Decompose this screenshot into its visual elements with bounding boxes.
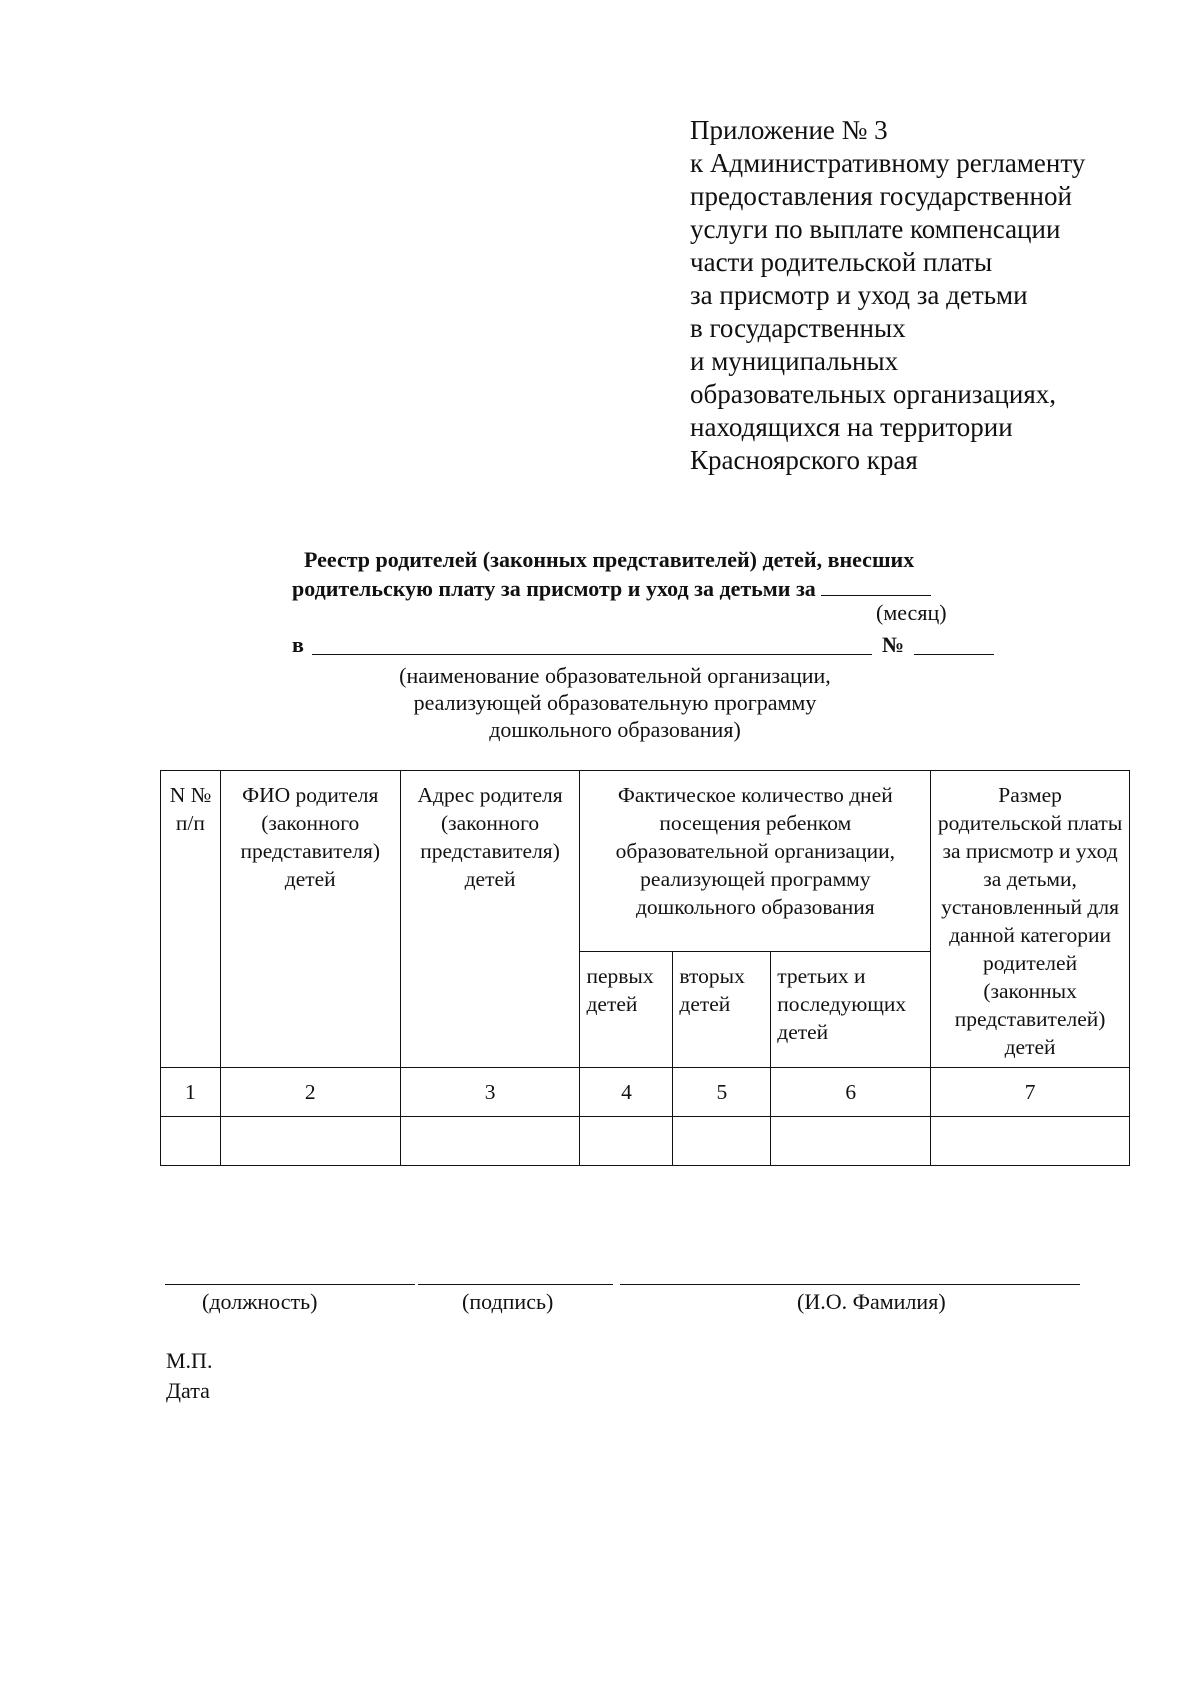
month-blank-line[interactable] [821,575,931,596]
appendix-line: находящихся на территории [690,412,1013,442]
name-caption: (И.О. Фамилия) [797,1289,946,1314]
header-fio: ФИО родителя (законного представителя) детей [220,771,400,1068]
appendix-line: части родительской платы [690,247,993,277]
table-header-row [161,771,1130,952]
org-caption-line: реализующей образовательную программу [413,690,817,715]
column-number: 4 [580,1068,673,1117]
empty-cell[interactable] [220,1117,400,1166]
empty-cell[interactable] [931,1117,1130,1166]
column-number-row [161,1068,1130,1117]
column-number: 6 [771,1068,931,1117]
empty-cell[interactable] [771,1117,931,1166]
appendix-line: образовательных организациях, [690,379,1056,409]
appendix-line: услуги по выплате компенсации [690,214,1061,244]
column-number: 3 [400,1068,580,1117]
header-fee: Размер родительской платы за присмотр и уход за детьми, установленный для данной категории родителей (законных представителей) детей [931,771,1130,1068]
number-blank-line[interactable] [914,654,994,655]
header-days: Фактическое количество дней посещения ребенком образовательной организации, реализующей программу дошкольного образования [580,771,931,952]
org-caption-line: (наименование образовательной организации, [399,663,831,688]
month-caption: (месяц) [876,600,947,625]
organization-line [292,632,1012,662]
position-caption: (должность) [202,1289,318,1314]
empty-cell[interactable] [400,1117,580,1166]
number-label: № [882,632,905,657]
appendix-line: предоставления государственной [690,181,1072,211]
name-signature-line[interactable] [620,1284,1080,1285]
org-caption-line: дошкольного образования) [489,717,741,742]
empty-cell[interactable] [161,1117,221,1166]
table-row [161,1117,1130,1166]
header-days-first: первых детей [580,951,673,1067]
appendix-line: в государственных [690,313,906,343]
header-num: N № п/п [161,771,221,1068]
appendix-line: Приложение № 3 [690,115,888,145]
date-label: Дата [166,1378,210,1403]
organization-blank-line[interactable] [312,654,872,655]
stamp-label: М.П. [166,1348,213,1373]
header-address: Адрес родителя (законного представителя) детей [400,771,580,1068]
appendix-heading [690,114,1150,477]
column-number: 1 [161,1068,221,1117]
header-days-second: вторых детей [673,951,771,1067]
registry-title-line1: Реестр родителей (законных представителей) детей, внесших [304,547,915,572]
registry-title-line2: родительскую плату за присмотр и уход за детьми за [292,576,816,601]
header-days-third: третьих и последующих детей [771,951,931,1067]
column-number: 7 [931,1068,1130,1117]
empty-cell[interactable] [580,1117,673,1166]
empty-cell[interactable] [673,1117,771,1166]
column-number: 2 [220,1068,400,1117]
in-label: в [292,632,304,657]
registry-table [160,770,1130,1166]
position-signature-line[interactable] [165,1284,415,1285]
appendix-line: и муниципальных [690,346,899,376]
signature-line[interactable] [418,1284,613,1285]
stamp-block [166,1346,212,1406]
appendix-line: за присмотр и уход за детьми [690,280,1028,310]
organization-caption [300,662,930,743]
appendix-line: Красноярского края [690,445,918,475]
signature-caption: (подпись) [462,1289,554,1314]
appendix-line: к Административному регламенту [690,148,1086,178]
registry-title-line2-wrap [292,574,931,604]
column-number: 5 [673,1068,771,1117]
